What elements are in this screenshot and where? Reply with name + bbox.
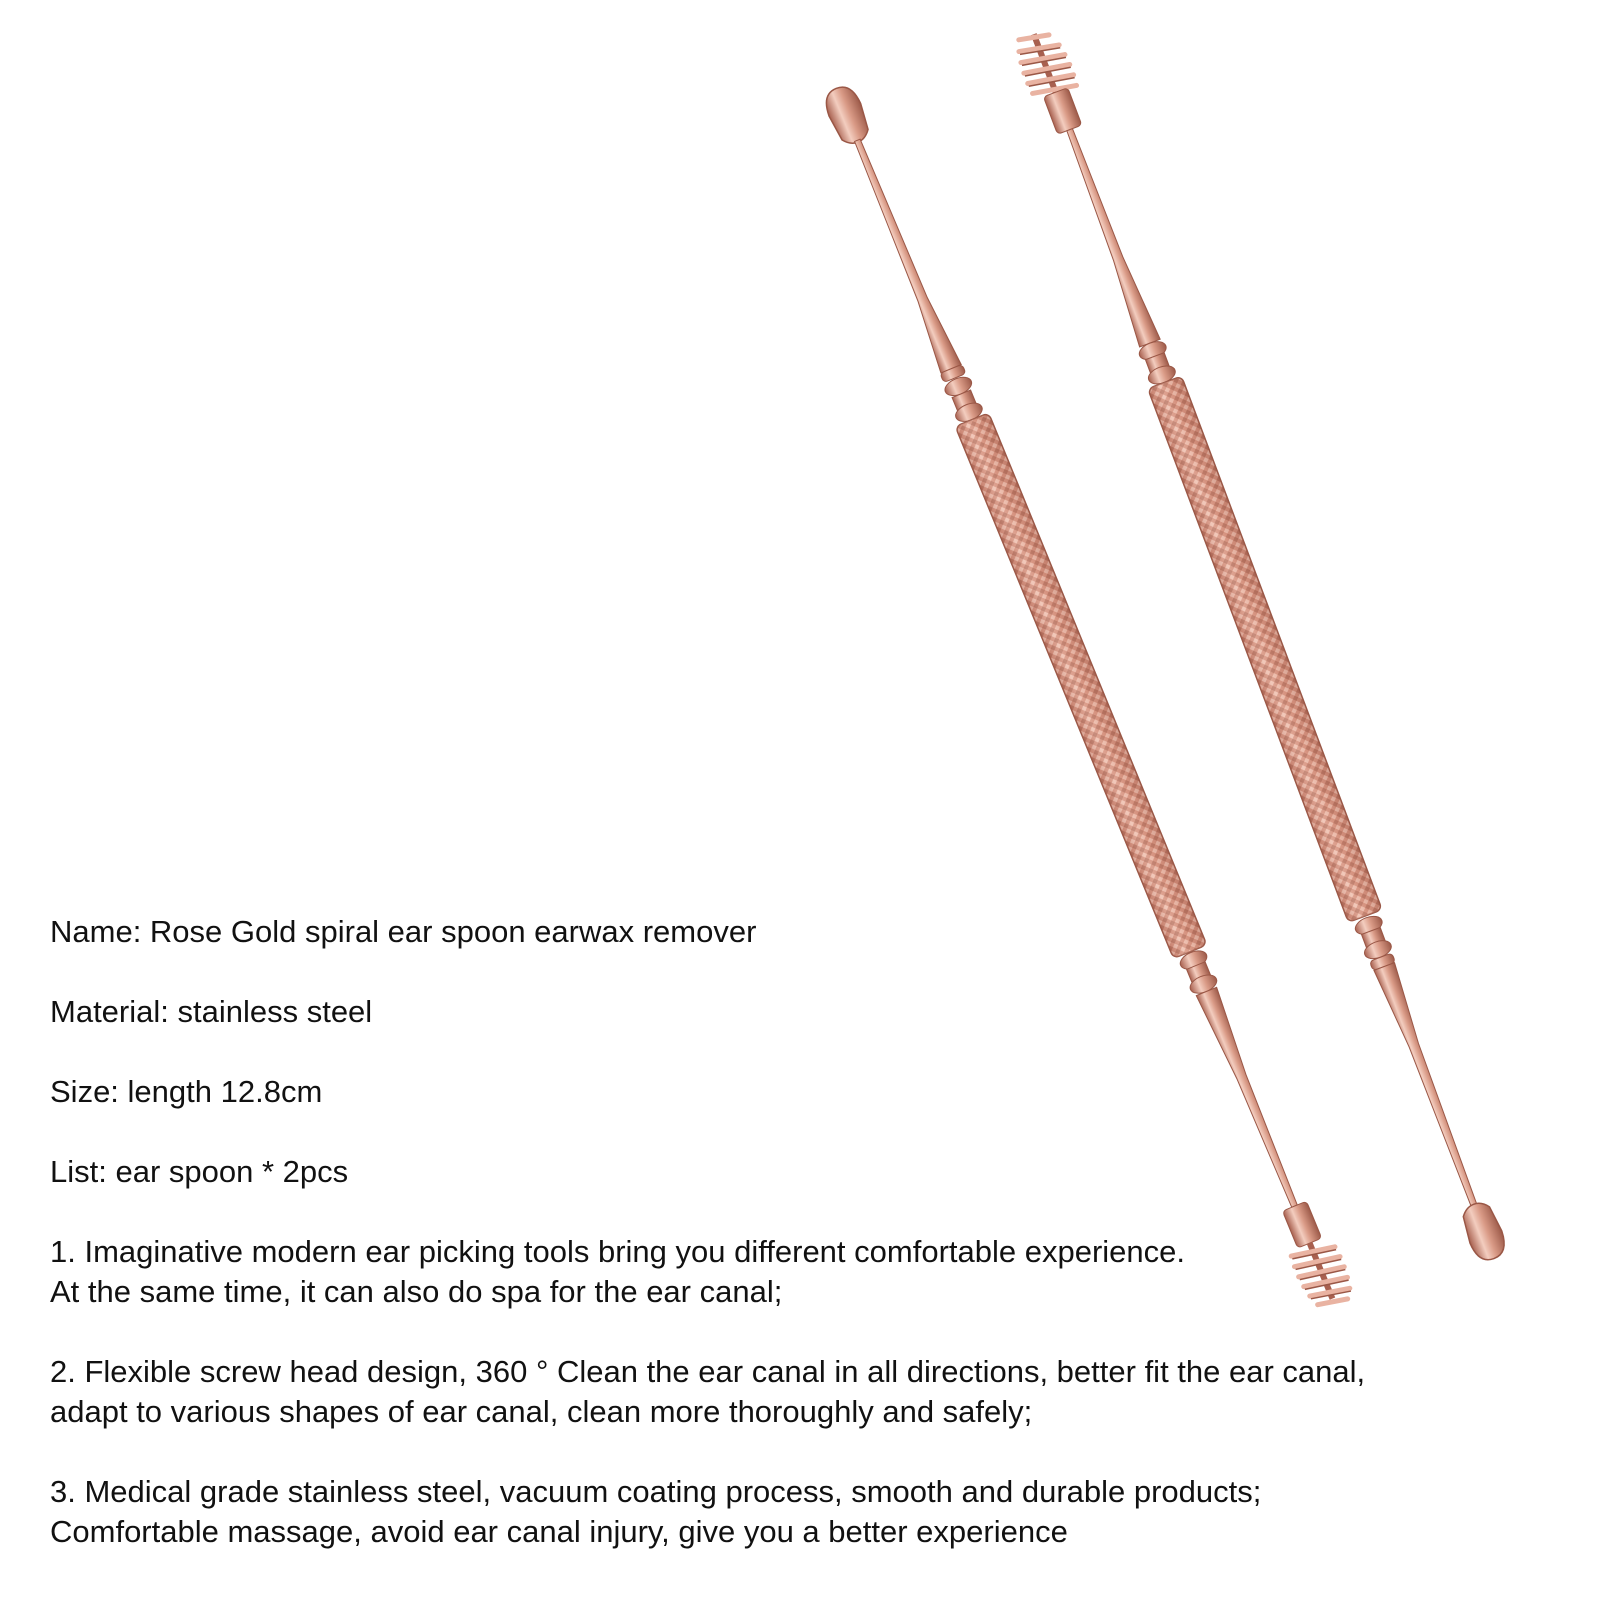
product-list-line: List: ear spoon * 2pcs [50, 1154, 349, 1189]
product-material-line: Material: stainless steel [50, 994, 373, 1029]
product-description [50, 912, 1550, 1552]
product-name-line: Name: Rose Gold spiral ear spoon earwax remover [50, 914, 757, 949]
spoon-head [820, 82, 873, 149]
product-size-line: Size: length 12.8cm [50, 1074, 323, 1109]
feature-1-line-2: At the same time, it can also do spa for the ear canal; [50, 1274, 783, 1309]
feature-2-line-1: 2. Flexible screw head design, 360 ° Clean the ear canal in all directions, better fit the ear canal, [50, 1354, 1366, 1389]
feature-3-line-1: 3. Medical grade stainless steel, vacuum coating process, smooth and durable products; [50, 1474, 1262, 1509]
feature-1-line-1: 1. Imaginative modern ear picking tools bring you different comfortable experience. [50, 1234, 1185, 1269]
feature-3-line-2: Comfortable massage, avoid ear canal injury, give you a better experience [50, 1514, 1068, 1549]
feature-2-line-2: adapt to various shapes of ear canal, clean more thoroughly and safely; [50, 1394, 1033, 1429]
